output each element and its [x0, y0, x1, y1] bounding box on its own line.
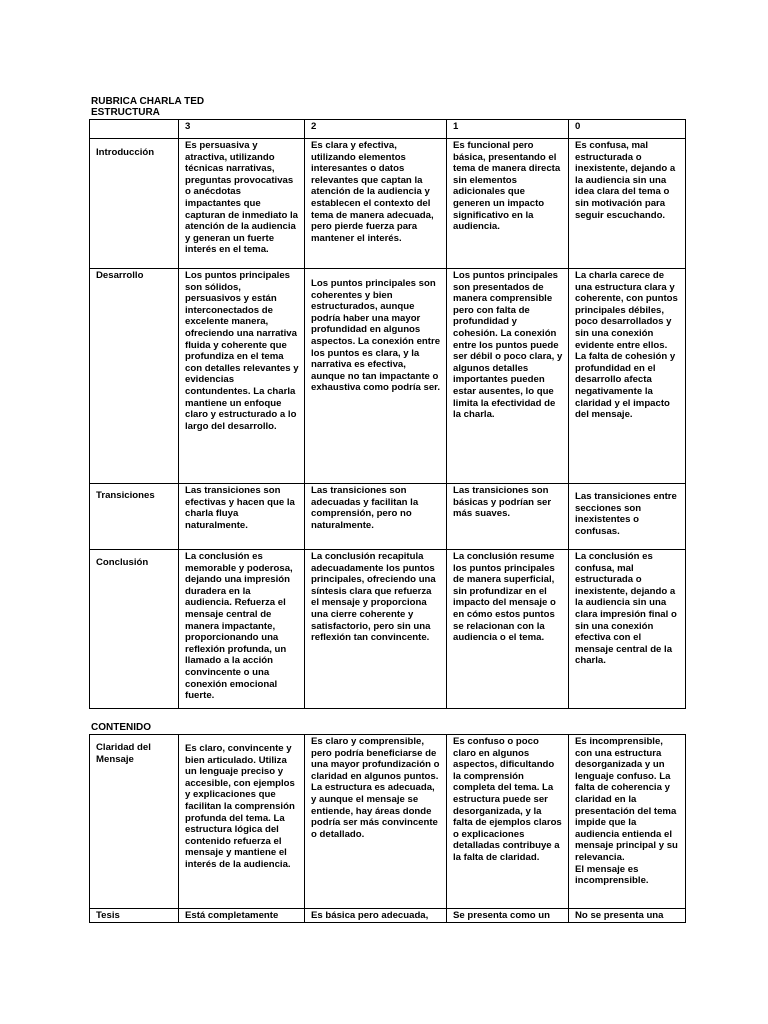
rubric-table-contenido: [89, 734, 686, 923]
descriptor-cell-0: No se presenta una: [569, 909, 686, 923]
descriptor-cell-2: Es básica pero adecuada,: [305, 909, 447, 923]
section-title-estructura: ESTRUCTURA: [91, 107, 160, 118]
descriptor-cell-1: Los puntos principales son presentados de manera comprensible pero con falta de profundidad y cohesión. La conexión entre los puntos puede ser débil o poco clara, y algunos detalles importantes pueden estar ausentes, lo que limita la efectividad de la charla.: [447, 269, 569, 484]
descriptor-note: El mensaje es incomprensible.: [575, 863, 649, 887]
descriptor-cell-1: Se presenta como un: [447, 909, 569, 923]
descriptor-cell-0: La charla carece de una estructura clara y coherente, con puntos principales débiles, poco desarrollados y sin una conexión evidente entre ellos. La falta de cohesión y profundidad en el desarrollo afecta negativamente la claridad y el impacto del mensaje.: [569, 269, 686, 484]
header-cell-blank: [90, 120, 179, 139]
criterion-cell: Transiciones: [90, 484, 179, 550]
descriptor-cell-3: Los puntos principales son sólidos, persuasivos y están interconectados de excelente manera, ofreciendo una narrativa fluida y coherente que profundiza en el tema con detalles relevantes y evidencias contundentes. La charla mantiene un enfoque claro y estructurado a lo largo del desarrollo.: [179, 269, 305, 484]
descriptor-cell-3: La conclusión es memorable y poderosa, dejando una impresión duradera en la audiencia. Refuerza el mensaje central de manera impactante, proporcionando una reflexión profunda, un llamado a la acción convincente o una conexión emocional fuerte.: [179, 550, 305, 709]
criterion-cell: Conclusión: [90, 550, 179, 709]
table-row-desarrollo: [90, 269, 686, 484]
header-cell-score-2: 2: [305, 120, 447, 139]
descriptor-cell-1: Las transiciones son básicas y podrían ser más suaves.: [447, 484, 569, 550]
descriptor-cell-3: Está completamente: [179, 909, 305, 923]
descriptor-cell-1: Es confuso o poco claro en algunos aspectos, dificultando la comprensión completa del tema. La estructura puede ser desorganizada, y la falta de ejemplos claros o explicaciones detalladas contribuye a la falta de claridad.: [447, 735, 569, 909]
table-row-conclusion: [90, 550, 686, 709]
descriptor-cell-3: Es persuasiva y atractiva, utilizando técnicas narrativas, preguntas provocativas o anécdotas impactantes que capturan de inmediato la atención de la audiencia y generan un fuerte interés en el tema.: [179, 139, 305, 269]
descriptor-cell-2: Las transiciones son adecuadas y facilitan la comprensión, pero no naturalmente.: [305, 484, 447, 550]
descriptor-cell-2: Los puntos principales son coherentes y bien estructurados, aunque podría haber una mayor profundidad en algunos aspectos. La conexión entre los puntos es clara, y la narrativa es efectiva, aunque no tan impactante o exhaustiva como podría ser.: [305, 269, 447, 484]
header-cell-score-0: 0: [569, 120, 686, 139]
descriptor-cell-2: Es claro y comprensible, pero podría beneficiarse de una mayor profundización o claridad en algunos puntos. La estructura es adecuada, y aunque el mensaje se entiende, hay áreas donde podría ser más convincente o detallado.: [305, 735, 447, 909]
descriptor-cell-2: La conclusión recapitula adecuadamente los puntos principales, ofreciendo una síntesis clara que refuerza el mensaje y proporciona una cierre coherente y satisfactorio, pero sin una reflexión tan convincente.: [305, 550, 447, 709]
table-row-transiciones: [90, 484, 686, 550]
section-title-contenido: CONTENIDO: [91, 722, 151, 733]
descriptor-cell-2: Es clara y efectiva, utilizando elementos interesantes o datos relevantes que captan la atención de la audiencia y establecen el contexto del tema de manera adecuada, pero pierde fuerza para mantener el interés.: [305, 139, 447, 269]
table-row-introduccion: [90, 139, 686, 269]
document-title: RUBRICA CHARLA TED: [91, 96, 205, 107]
descriptor-cell-0: La conclusión es confusa, mal estructurada o inexistente, dejando a la audiencia sin una clara impresión final o sin una conexión efectiva con el mensaje central de la charla.: [569, 550, 686, 709]
header-cell-score-1: 1: [447, 120, 569, 139]
table-row-tesis: [90, 909, 686, 923]
rubric-table-estructura: [89, 119, 686, 709]
descriptor-cell-3: Las transiciones son efectivas y hacen que la charla fluya naturalmente.: [179, 484, 305, 550]
table-header-row: [90, 120, 686, 139]
descriptor-cell-0: Es incomprensible, con una estructura desorganizada y un lenguaje confuso. La falta de coherencia y claridad en la presentación del tema impide que la audiencia entienda el mensaje principal y su relevancia. El mensaje es incomprensible.: [569, 735, 686, 909]
descriptor-cell-3: Es claro, convincente y bien articulado. Utiliza un lenguaje preciso y accesible, con ejemplos y explicaciones que facilitan la comprensión profunda del tema. La estructura lógica del contenido refuerza el mensaje y mantiene el interés de la audiencia.: [179, 735, 305, 909]
criterion-cell: Desarrollo: [90, 269, 179, 484]
header-cell-score-3: 3: [179, 120, 305, 139]
table-row-claridad-del-mensaje: [90, 735, 686, 909]
descriptor-cell-0: Las transiciones entre secciones son inexistentes o confusas.: [569, 484, 686, 550]
descriptor-cell-1: La conclusión resume los puntos principales de manera superficial, sin profundizar en el impacto del mensaje o en cómo estos puntos se relacionan con la audiencia o el tema.: [447, 550, 569, 709]
criterion-cell: Introducción: [90, 139, 179, 269]
criterion-cell: Tesis: [90, 909, 179, 923]
descriptor-cell-0: Es confusa, mal estructurada o inexistente, dejando a la audiencia sin una idea clara del tema o sin motivación para seguir escuchando.: [569, 139, 686, 269]
criterion-cell: Claridad del Mensaje: [90, 735, 179, 909]
descriptor-cell-1: Es funcional pero básica, presentando el tema de manera directa sin elementos adicionales que generen un impacto significativo en la audiencia.: [447, 139, 569, 269]
